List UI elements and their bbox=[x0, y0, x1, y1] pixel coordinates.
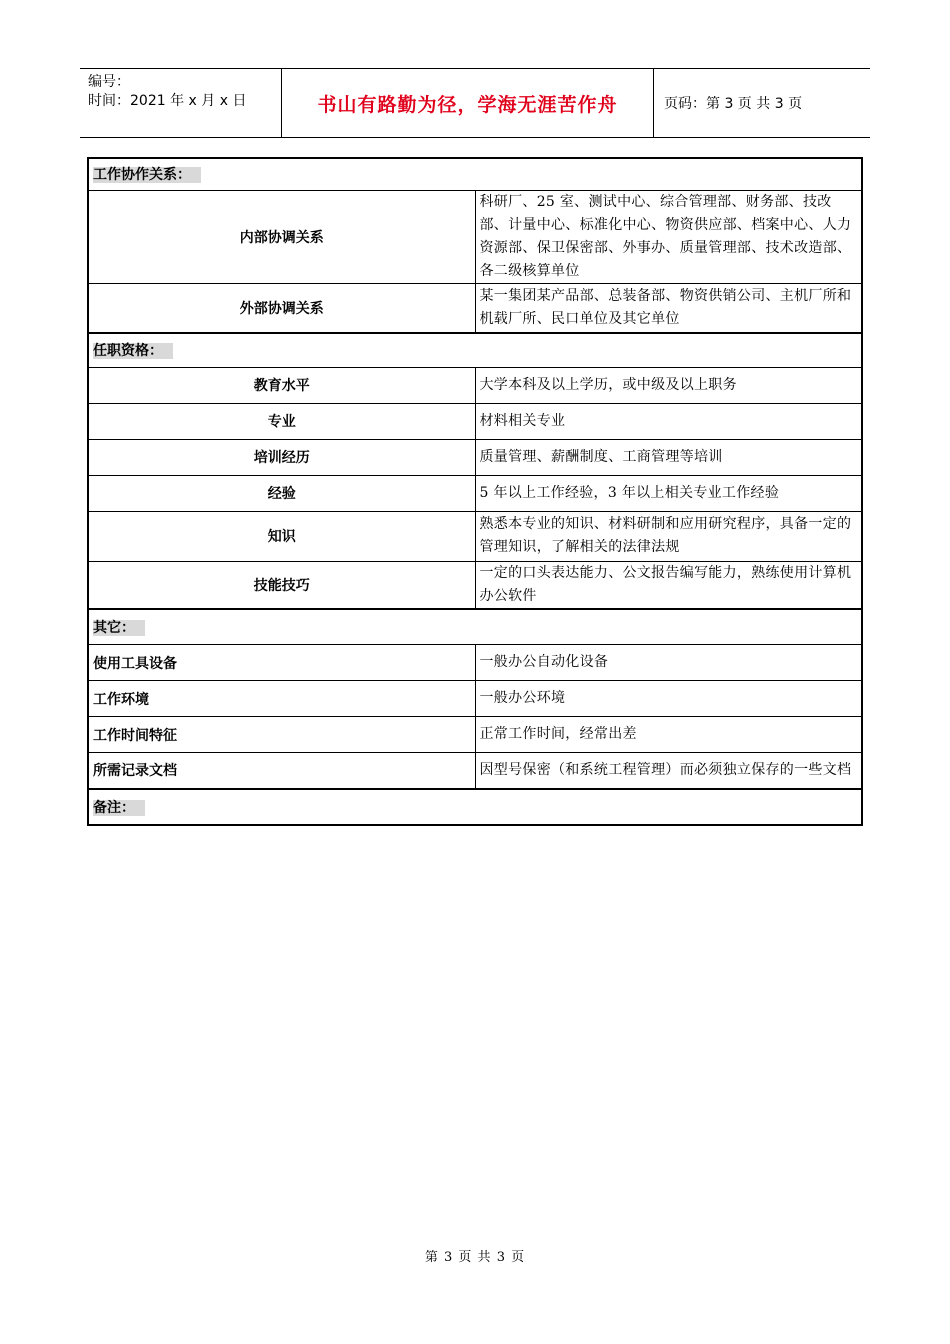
row-work-time bbox=[88, 717, 862, 753]
education-value: 大学本科及以上学历，或中级及以上职务 bbox=[475, 367, 862, 403]
header-meta bbox=[80, 69, 282, 137]
experience-value: 5 年以上工作经验，3 年以上相关专业工作经验 bbox=[475, 475, 862, 511]
internal-coordination-label: 内部协调关系 bbox=[88, 190, 475, 283]
records-label: 所需记录文档 bbox=[88, 753, 475, 789]
row-environment bbox=[88, 681, 862, 717]
row-external-coordination bbox=[88, 283, 862, 333]
internal-coordination-value: 科研厂、25 室、测试中心、综合管理部、财务部、技改部、计量中心、标准化中心、物资供应部、档案中心、人力资源部、保卫保密部、外事办、质量管理部、技术改造部、各二级核算单位 bbox=[475, 190, 862, 283]
external-coordination-value: 某一集团某产品部、总装备部、物资供销公司、主机厂所和机载厂所、民口单位及其它单位 bbox=[475, 283, 862, 333]
row-education bbox=[88, 367, 862, 403]
document-header bbox=[80, 68, 870, 138]
section-title-cooperation: 工作协作关系： bbox=[93, 167, 201, 183]
section-other bbox=[88, 609, 862, 645]
section-title-other: 其它： bbox=[93, 620, 145, 636]
major-value: 材料相关专业 bbox=[475, 403, 862, 439]
header-motto: 书山有路勤为径，学海无涯苦作舟 bbox=[282, 69, 654, 137]
row-knowledge bbox=[88, 511, 862, 561]
tools-label: 使用工具设备 bbox=[88, 645, 475, 681]
time-label: 时间：2021 年 x 月 x 日 bbox=[88, 93, 247, 109]
knowledge-label: 知识 bbox=[88, 511, 475, 561]
section-remarks bbox=[88, 789, 862, 825]
header-page-number: 页码：第 3 页 共 3 页 bbox=[664, 96, 803, 112]
section-title-remarks: 备注： bbox=[93, 800, 145, 816]
environment-label: 工作环境 bbox=[88, 681, 475, 717]
external-coordination-label: 外部协调关系 bbox=[88, 283, 475, 333]
work-time-label: 工作时间特征 bbox=[88, 717, 475, 753]
skills-label: 技能技巧 bbox=[88, 561, 475, 609]
row-training bbox=[88, 439, 862, 475]
row-experience bbox=[88, 475, 862, 511]
training-label: 培训经历 bbox=[88, 439, 475, 475]
row-tools bbox=[88, 645, 862, 681]
tools-value: 一般办公自动化设备 bbox=[475, 645, 862, 681]
row-skills bbox=[88, 561, 862, 609]
job-description-table bbox=[87, 157, 863, 826]
section-title-qualification: 任职资格： bbox=[93, 343, 173, 359]
training-value: 质量管理、薪酬制度、工商管理等培训 bbox=[475, 439, 862, 475]
work-time-value: 正常工作时间，经常出差 bbox=[475, 717, 862, 753]
row-major bbox=[88, 403, 862, 439]
major-label: 专业 bbox=[88, 403, 475, 439]
records-value: 因型号保密（和系统工程管理）而必须独立保存的一些文档 bbox=[475, 753, 862, 789]
page-footer: 第 3 页 共 3 页 bbox=[424, 1250, 526, 1265]
environment-value: 一般办公环境 bbox=[475, 681, 862, 717]
experience-label: 经验 bbox=[88, 475, 475, 511]
knowledge-value: 熟悉本专业的知识、材料研制和应用研究程序，具备一定的管理知识，了解相关的法律法规 bbox=[475, 511, 862, 561]
number-label: 编号： bbox=[88, 74, 130, 90]
row-records bbox=[88, 753, 862, 789]
section-qualification bbox=[88, 333, 862, 367]
section-cooperation bbox=[88, 158, 862, 190]
row-internal-coordination bbox=[88, 190, 862, 283]
skills-value: 一定的口头表达能力、公文报告编写能力，熟练使用计算机办公软件 bbox=[475, 561, 862, 609]
education-label: 教育水平 bbox=[88, 367, 475, 403]
